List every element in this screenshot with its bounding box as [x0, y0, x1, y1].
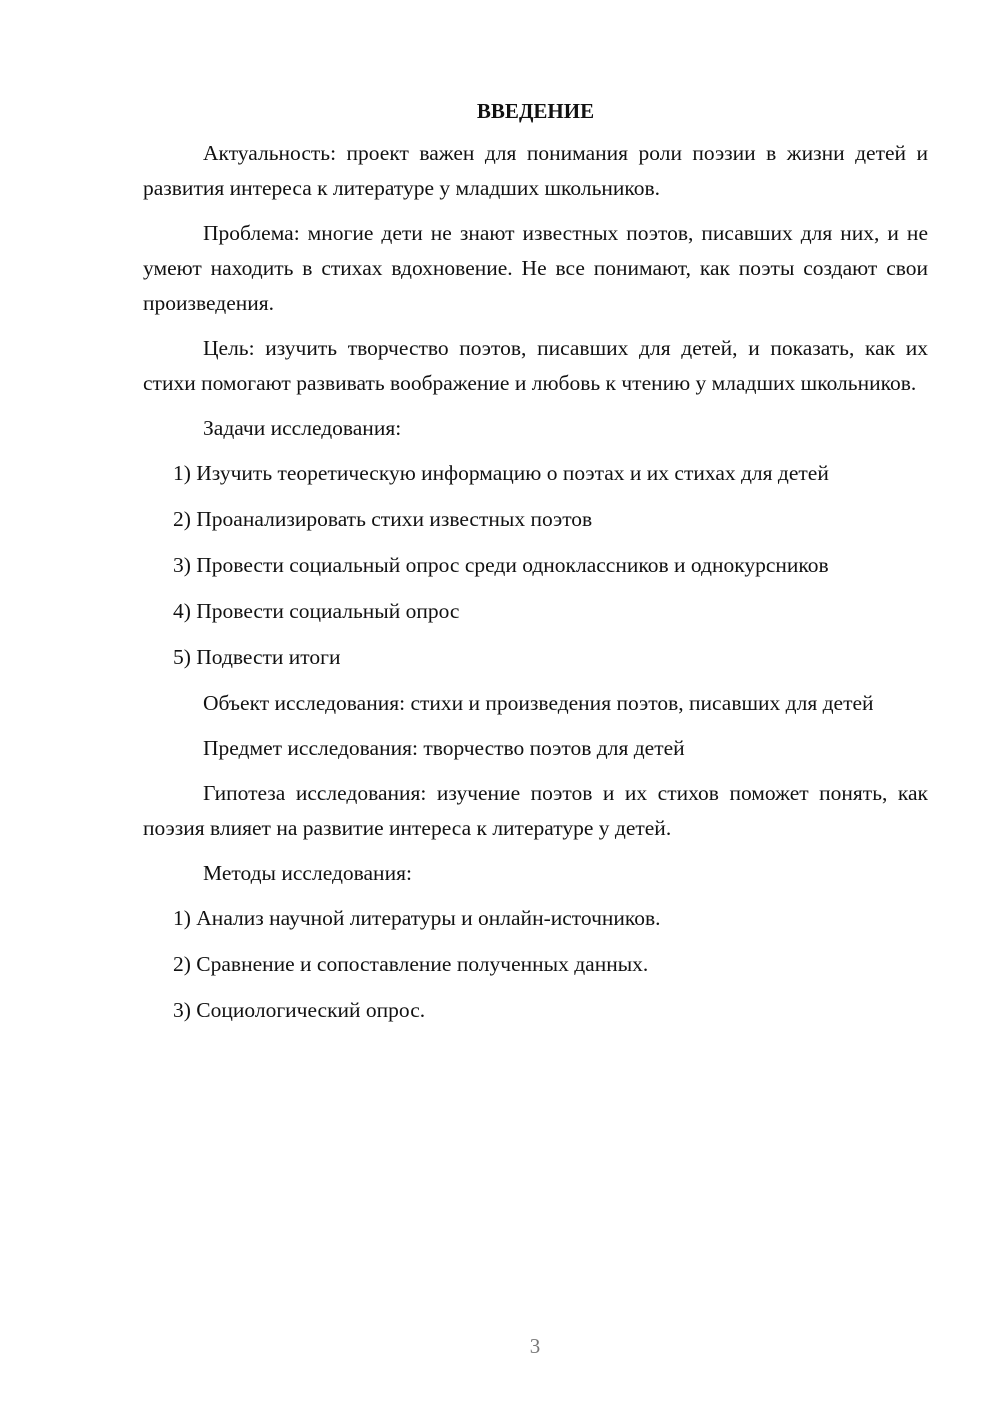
task-item-1: 1) Изучить теоретическую информацию о поэтах и их стихах для детей — [173, 461, 829, 485]
method-item-1: 1) Анализ научной литературы и онлайн-источников. — [173, 906, 661, 930]
section-heading: ВВЕДЕНИЕ — [476, 99, 595, 123]
task-item-4: 4) Провести социальный опрос — [173, 599, 460, 623]
task-item-5: 5) Подвести итоги — [173, 645, 341, 669]
document-page — [143, 96, 928, 1039]
methods-heading: Методы исследования: — [203, 861, 412, 885]
relevance-paragraph: Актуальность: проект важен для понимания роли поэзии в жизни детей и развития интереса к литературе у младших школьников. — [143, 141, 928, 200]
tasks-heading: Задачи исследования: — [203, 416, 402, 440]
page-number: 3 — [529, 1334, 541, 1358]
goal-paragraph: Цель: изучить творчество поэтов, писавших для детей, и показать, как их стихи помогают развивать воображение и любовь к чтению у младших школьников. — [143, 336, 928, 395]
task-item-2: 2) Проанализировать стихи известных поэтов — [173, 507, 593, 531]
object-paragraph: Объект исследования: стихи и произведения поэтов, писавших для детей — [203, 691, 874, 715]
task-item-3: 3) Провести социальный опрос среди одноклассников и однокурсников — [173, 553, 829, 577]
method-item-2: 2) Сравнение и сопоставление полученных данных. — [173, 952, 649, 976]
hypothesis-paragraph: Гипотеза исследования: изучение поэтов и их стихов поможет понять, как поэзия влияет на развитие интереса к литературе у детей. — [143, 781, 928, 840]
problem-paragraph: Проблема: многие дети не знают известных поэтов, писавших для них, и не умеют находить в стихах вдохновение. Не все понимают, как поэты создают свои произведения. — [143, 221, 928, 315]
subject-paragraph: Предмет исследования: творчество поэтов для детей — [203, 736, 685, 760]
method-item-3: 3) Социологический опрос. — [173, 998, 426, 1022]
